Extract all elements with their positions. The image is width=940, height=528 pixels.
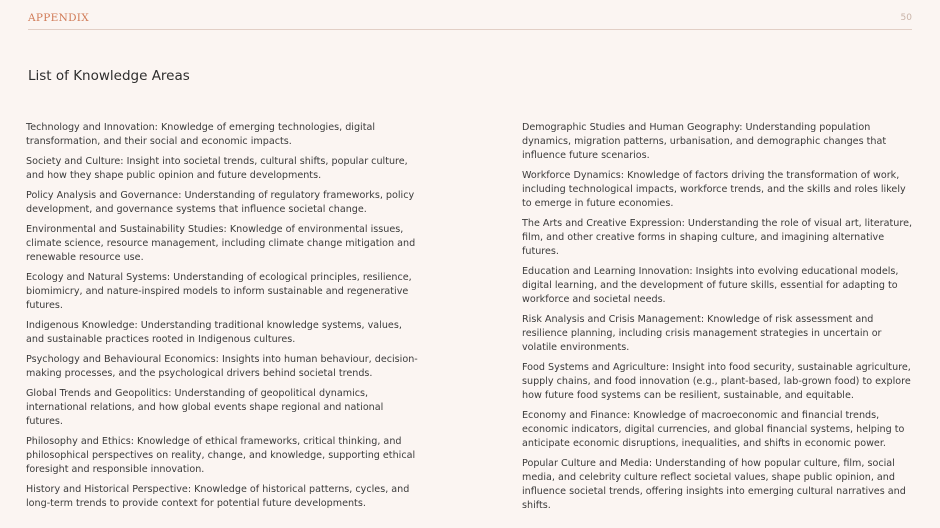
knowledge-area-item: Risk Analysis and Crisis Management: Knowledge of risk assessment and resilience planning, including crisis management strategies in uncertain or volatile environments. <box>522 314 882 353</box>
knowledge-area-item: Philosophy and Ethics: Knowledge of ethical frameworks, critical thinking, and philosophical perspectives on reality, change, and knowledge, supporting ethical foresight and responsible innovation. <box>26 436 416 475</box>
knowledge-area-item: Food Systems and Agriculture: Insight into food security, sustainable agriculture, supply chains, and food innovation (e.g., plant-based, lab-grown food) to explore how future food systems can be resilient, sustainable, and equitable. <box>522 362 911 401</box>
knowledge-area-item: Policy Analysis and Governance: Understanding of regulatory frameworks, policy development, and governance systems that influence societal change. <box>26 190 415 215</box>
knowledge-area-item: Ecology and Natural Systems: Understanding of ecological principles, resilience, biomimicry, and nature-inspired models to inform sustainable and regenerative futures. <box>26 272 412 311</box>
knowledge-area-item: Global Trends and Geopolitics: Understanding of geopolitical dynamics, international relations, and how global events shape regional and national futures. <box>26 388 384 427</box>
knowledge-area-item: Education and Learning Innovation: Insights into evolving educational models, digital learning, and the development of future skills, essential for adapting to workforce and societal needs. <box>522 266 899 305</box>
page-header <box>28 12 912 30</box>
knowledge-area-item: Demographic Studies and Human Geography: Understanding population dynamics, migration patterns, urbanisation, and demographic changes that influence future scenarios. <box>522 122 887 161</box>
knowledge-area-item: The Arts and Creative Expression: Understanding the role of visual art, literature, film, and other creative forms in shaping culture, and imagining alternative futures. <box>522 218 913 257</box>
left-column <box>26 121 421 517</box>
knowledge-area-item: Technology and Innovation: Knowledge of emerging technologies, digital transformation, and their social and economic impacts. <box>26 122 376 147</box>
knowledge-area-item: Workforce Dynamics: Knowledge of factors driving the transformation of work, including technological impacts, workforce trends, and the skills and roles likely to emerge in future economies. <box>522 170 906 209</box>
knowledge-area-item: Psychology and Behavioural Economics: Insights into human behaviour, decision-making processes, and the psychological drivers behind societal trends. <box>26 354 418 379</box>
right-column <box>522 121 914 519</box>
knowledge-area-item: History and Historical Perspective: Knowledge of historical patterns, cycles, and long-term trends to provide context for potential future developments. <box>26 484 410 509</box>
knowledge-area-item: Society and Culture: Insight into societal trends, cultural shifts, popular culture, and how they shape public opinion and future developments. <box>26 156 408 181</box>
knowledge-area-item: Popular Culture and Media: Understanding of how popular culture, film, social media, and celebrity culture reflect societal values, shape public opinion, and influence societal trends, offering insights into emerging cultural narratives and shifts. <box>522 458 906 511</box>
page-number: 50 <box>900 13 912 23</box>
section-label: APPENDIX <box>28 12 90 24</box>
page-title: List of Knowledge Areas <box>28 68 190 84</box>
knowledge-area-item: Environmental and Sustainability Studies: Knowledge of environmental issues, climate science, resource management, including climate change mitigation and renewable resource use. <box>26 224 416 263</box>
knowledge-area-item: Economy and Finance: Knowledge of macroeconomic and financial trends, economic indicators, digital currencies, and global financial systems, helping to anticipate economic disruptions, inequalities, and shifts in economic power. <box>522 410 905 449</box>
knowledge-area-item: Indigenous Knowledge: Understanding traditional knowledge systems, values, and sustainable practices rooted in Indigenous cultures. <box>26 320 402 345</box>
